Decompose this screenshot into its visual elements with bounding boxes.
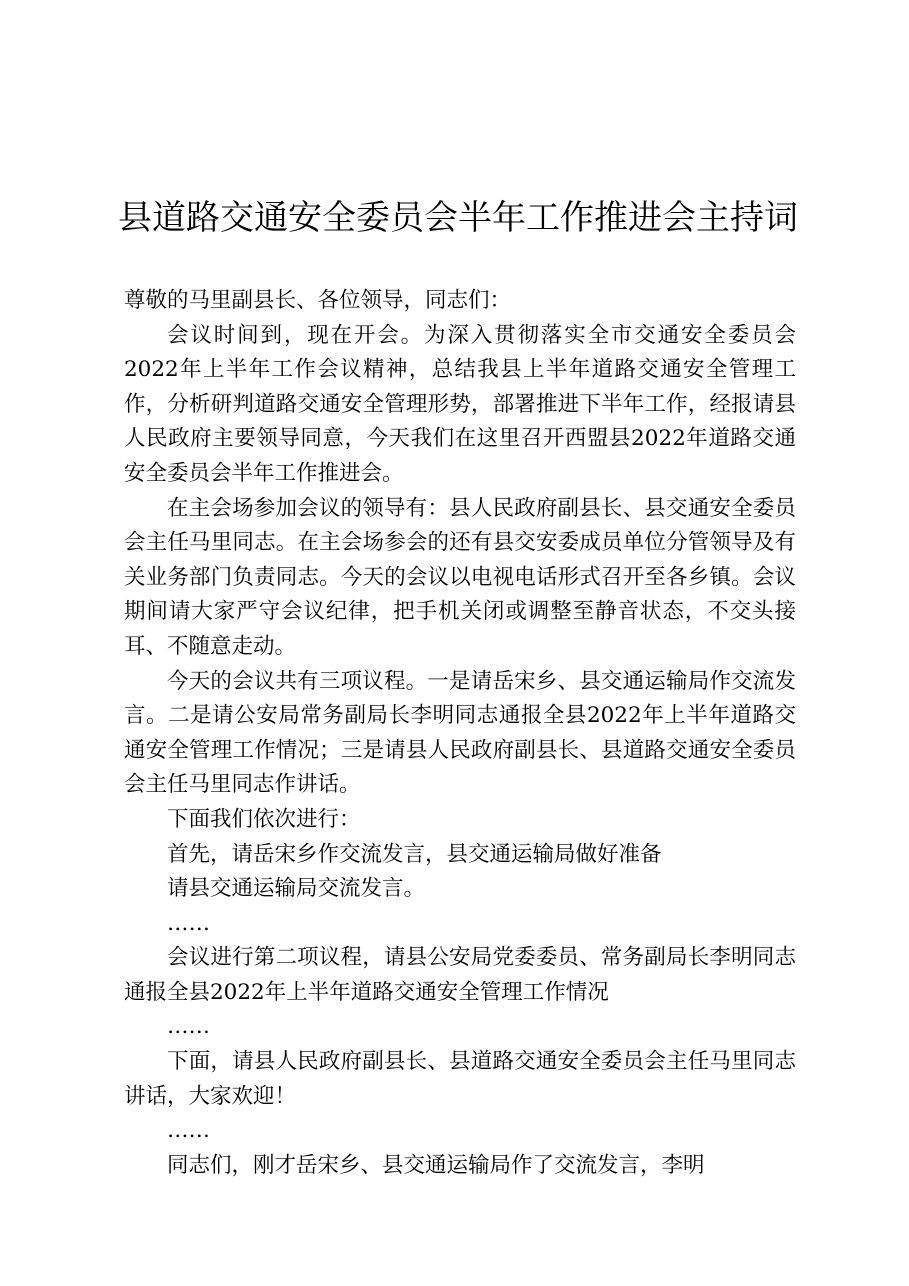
body-paragraph: 首先，请岳宋乡作交流发言，县交通运输局做好准备: [167, 841, 662, 867]
ellipsis-paragraph: ……: [167, 910, 210, 936]
ellipsis-paragraph: ……: [167, 1118, 210, 1144]
body-paragraph: 会议进行第二项议程，请县公安局党委委员、常务副局长李明同志通报全县2022年上半年道路交通安全管理工作情况: [124, 945, 796, 1005]
body-paragraph: 下面我们依次进行：: [167, 806, 361, 832]
salutation-paragraph: 尊敬的马里副县长、各位领导，同志们：: [124, 288, 512, 313]
body-paragraph: 在主会场参加会议的领导有：县人民政府副县长、县交通安全委员会主任马里同志。在主会场参会的还有县交安委成员单位分管领导及有关业务部门负责同志。今天的会议以电视电话形式召开至各乡镇。会议期间请大家严守会议纪律，把手机关闭或调整至静音状态，不交头接耳、不随意走动。: [124, 495, 796, 659]
document-body: [124, 284, 796, 1183]
body-paragraph: 请县交通运输局交流发言。: [167, 876, 426, 902]
ellipsis-paragraph: ……: [167, 1014, 210, 1040]
body-paragraph: 今天的会议共有三项议程。一是请岳宋乡、县交通运输局作交流发言。二是请公安局常务副局长李明同志通报全县2022年上半年道路交通安全管理工作情况；三是请县人民政府副县长、县道路交通安全委员会主任马里同志作讲话。: [124, 668, 796, 798]
body-paragraph: 会议时间到，现在开会。为深入贯彻落实全市交通安全委员会2022年上半年工作会议精神，总结我县上半年道路交通安全管理工作，分析研判道路交通安全管理形势，部署推进下半年工作，经报请县人民政府主要领导同意，今天我们在这里召开西盟县2022年道路交通安全委员会半年工作推进会。: [124, 322, 796, 486]
body-paragraph: 同志们，刚才岳宋乡、县交通运输局作了交流发言，李明: [167, 1152, 705, 1178]
body-paragraph: 下面，请县人民政府副县长、县道路交通安全委员会主任马里同志讲话，大家欢迎！: [124, 1049, 796, 1109]
document-title: 县道路交通安全委员会半年工作推进会主持词: [118, 198, 798, 238]
